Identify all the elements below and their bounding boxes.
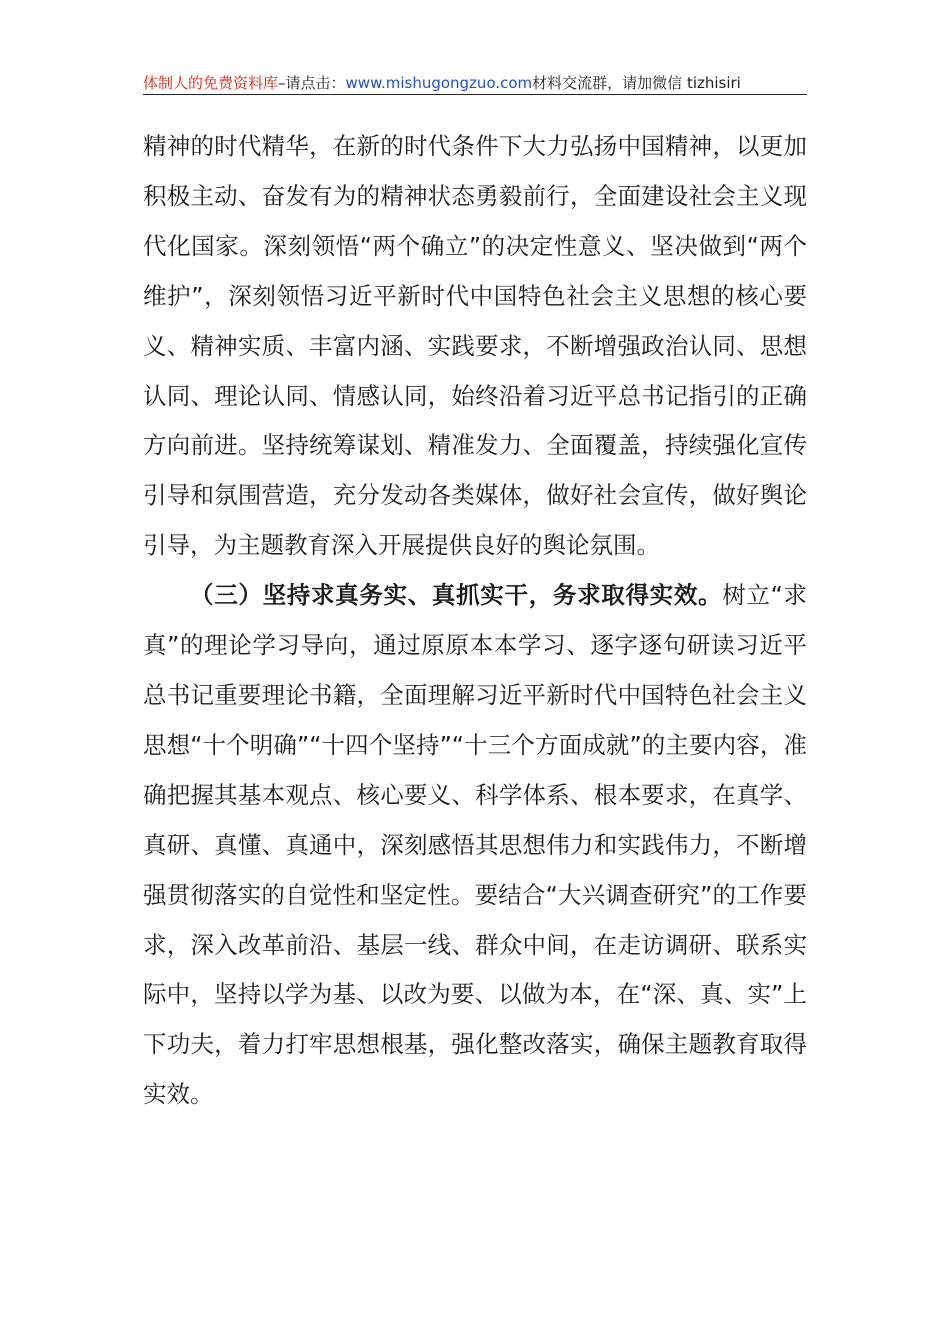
paragraph-section-3 — [143, 571, 807, 1120]
header-brand: 体制人的免费资料库 — [143, 74, 279, 92]
header-contact: 材料交流群，请加微信 tizhisiri — [532, 74, 741, 92]
paragraph-text: 树立“求真”的理论学习导向，通过原原本本学习、逐字逐句研读习近平总书记重要理论书籍，全面理解习近平新时代中国特色社会主义思想“十个明确”“十四个坚持”“十三个方面成就”的主要内容，准确把握其基本观点、核心要义、科学体系、根本要求，在真学、真研、真懂、真通中，深刻感悟其思想伟力和实践伟力，不断增强贯彻落实的自觉性和坚定性。要结合“大兴调查研究”的工作要求，深入改革前沿、基层一线、群众中间，在走访调研、联系实际中，坚持以学为基、以改为要、以做为本，在“深、真、实”上下功夫，着力打牢思想根基，强化整改落实，确保主题教育取得实效。 — [143, 581, 807, 1109]
page-header — [143, 70, 807, 95]
header-prompt: –请点击： — [278, 74, 346, 92]
paragraph-text: 精神的时代精华，在新的时代条件下大力弘扬中国精神，以更加积极主动、奋发有为的精神状态勇毅前行，全面建设社会主义现代化国家。深刻领悟“两个确立”的决定性意义、坚决做到“两个维护”，深刻领悟习近平新时代中国特色社会主义思想的核心要义、精神实质、丰富内涵、实践要求，不断增强政治认同、思想认同、理论认同、情感认同，始终沿着习近平总书记指引的正确方向前进。坚持统筹谋划、精准发力、全面覆盖，持续强化宣传引导和氛围营造，充分发动各类媒体，做好社会宣传，做好舆论引导，为主题教育深入开展提供良好的舆论氛围。 — [143, 132, 807, 560]
document-body — [143, 122, 807, 1120]
section-heading: （三）坚持求真务实、真抓实干，务求取得实效。 — [190, 581, 723, 610]
header-url-link[interactable]: www.mishugongzuo.com — [345, 74, 533, 92]
paragraph-continued — [143, 122, 807, 571]
